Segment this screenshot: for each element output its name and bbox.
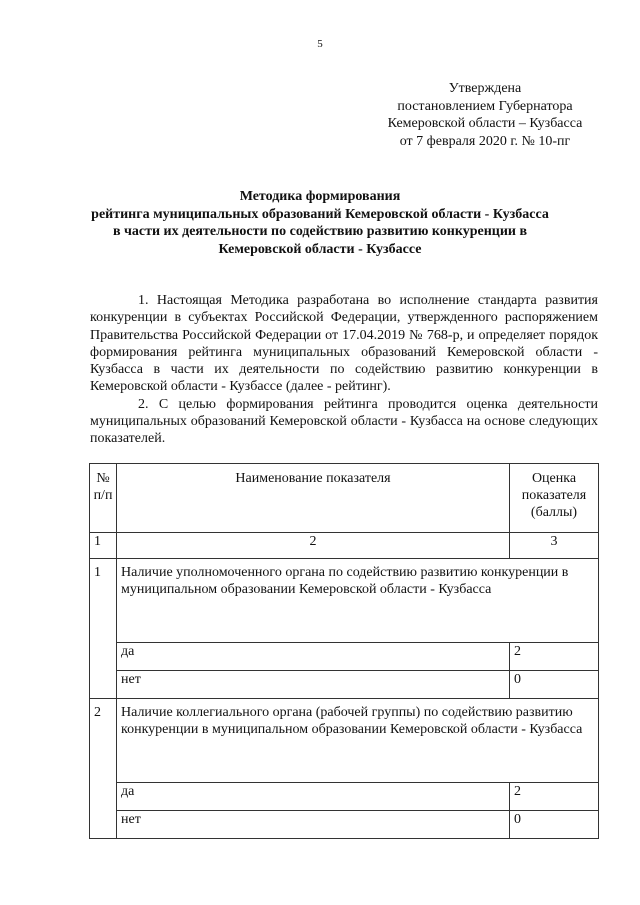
indicator-num-cell: 1 — [90, 559, 117, 699]
table-row — [90, 699, 599, 783]
indicator-name-cell: Наличие коллегиального органа (рабочей группы) по содействию развитию конкуренции в муниципальном образовании Кемеровской области - Кузбасса — [117, 699, 599, 783]
option-label: нет — [117, 811, 510, 839]
option-label: да — [117, 783, 510, 811]
header-name-label: Наименование показателя — [235, 471, 391, 486]
title-line: в части их деятельности по содействию развитию конкуренции в — [112, 224, 528, 239]
paragraph-1: 1. Настоящая Методика разработана во исполнение стандарта развития конкуренции в субъектах Российской Федерации, утвержденного распоряжением Правительства Российской Федерации от 17.04.2019 № 768-р, и определяет порядок формирования рейтинга муниципальных образований Кемеровской области - Кузбасса в части их деятельности по содействию развитию конкуренции в Кемеровской области - Кузбассе (далее - рейтинг). — [90, 293, 598, 395]
document-title — [60, 188, 580, 258]
approval-line: постановлением Губернатора — [397, 98, 573, 114]
approval-line: Утверждена — [448, 81, 522, 96]
indicator-name-cell: Наличие уполномоченного органа по содействию развитию конкуренции в муниципальном образовании Кемеровской области - Кузбасса — [117, 559, 599, 643]
option-score: 2 — [510, 643, 599, 671]
column-index-cell: 3 — [510, 533, 599, 559]
title-line: Методика формирования — [239, 189, 401, 204]
header-num-cell — [90, 464, 117, 533]
option-score: 2 — [510, 783, 599, 811]
page-number: 5 — [317, 38, 323, 50]
indicators-table — [89, 463, 599, 839]
option-label: нет — [117, 671, 510, 699]
header-name-cell — [117, 464, 510, 533]
approval-stamp — [370, 80, 600, 150]
option-score: 0 — [510, 671, 599, 699]
option-score: 0 — [510, 811, 599, 839]
header-score-line: (баллы) — [530, 505, 578, 520]
option-row — [90, 643, 599, 671]
column-index-row — [90, 533, 599, 559]
option-row — [90, 783, 599, 811]
approval-line: от 7 февраля 2020 г. № 10-пг — [399, 133, 571, 149]
title-line: Кемеровской области - Кузбассе — [218, 241, 422, 257]
header-num-label: п/п — [93, 488, 113, 503]
column-index-cell: 1 — [90, 533, 117, 559]
table-header-row — [90, 464, 599, 533]
approval-line: Кемеровской области – Кузбасса — [387, 116, 583, 131]
indicator-num-cell: 2 — [90, 699, 117, 839]
table-row — [90, 559, 599, 643]
option-label: да — [117, 643, 510, 671]
header-score-line: показателя — [521, 488, 587, 503]
title-line: рейтинга муниципальных образований Кемеровской области - Кузбасса — [91, 206, 549, 222]
column-index-cell: 2 — [117, 533, 510, 559]
option-row — [90, 671, 599, 699]
header-score-line: Оценка — [531, 471, 577, 486]
paragraph-2: 2. С целью формирования рейтинга проводится оценка деятельности муниципальных образований Кемеровской области - Кузбасса на основе следующих показателей. — [90, 396, 598, 447]
header-score-cell — [510, 464, 599, 533]
header-num-symbol: № — [96, 471, 110, 486]
body-text — [90, 292, 598, 448]
option-row — [90, 811, 599, 839]
